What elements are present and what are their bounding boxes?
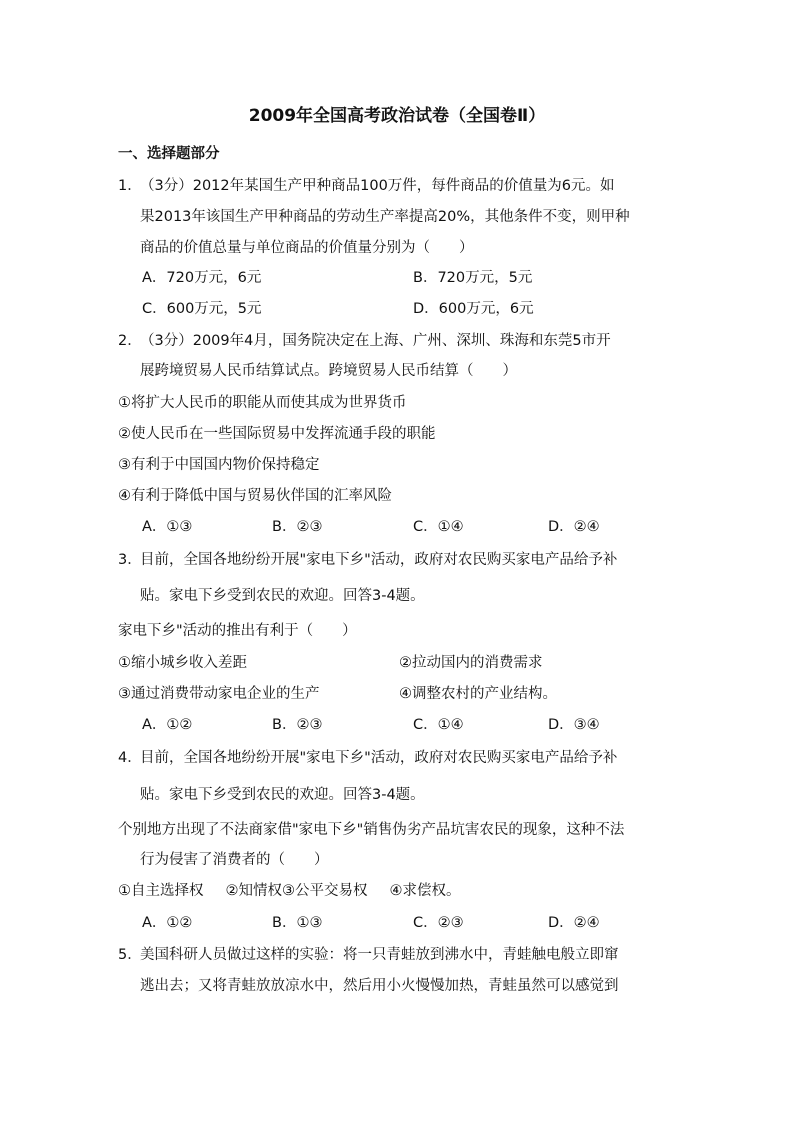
question-3-statement-2: ②拉动国内的消费需求 — [399, 655, 543, 671]
question-3-option-b: B．②③ — [272, 717, 323, 733]
question-3-option-c: C．①④ — [413, 717, 464, 733]
question-5-line-2: 逃出去；又将青蛙放放凉水中，然后用小火慢慢加热，青蛙虽然可以感觉到 — [140, 978, 619, 994]
question-2-option-c: C．①④ — [413, 519, 464, 535]
question-4-option-b: B．①③ — [272, 915, 323, 931]
question-4-option-a: A．①② — [142, 915, 193, 931]
question-2-option-a: A．①③ — [142, 519, 193, 535]
question-3-line-2: 贴。家电下乡受到农民的欢迎。回答3-4题。 — [140, 588, 425, 604]
question-1-option-c: C．600万元，5元 — [142, 301, 262, 317]
section-heading: 一、选择题部分 — [118, 146, 220, 162]
question-4-statement-2-3: ②知情权③公平交易权 — [225, 883, 368, 899]
question-1-option-b: B．720万元，5元 — [413, 270, 533, 286]
question-3-stem: 家电下乡"活动的推出有利于（ ） — [118, 623, 357, 639]
question-2-option-b: B．②③ — [272, 519, 323, 535]
question-4-statements — [118, 881, 461, 901]
question-1-line-1: 1．（3分）2012年某国生产甲种商品100万件，每件商品的价值量为6元。如 — [118, 178, 615, 194]
question-3-option-a: A．①② — [142, 717, 193, 733]
question-2-number: 2． — [118, 333, 142, 349]
question-4-number: 4． — [118, 750, 142, 766]
question-4-option-c: C．②③ — [413, 915, 464, 931]
question-4-line-2: 贴。家电下乡受到农民的欢迎。回答3-4题。 — [140, 787, 425, 803]
question-4-stem-line-2: 行为侵害了消费者的（ ） — [140, 852, 329, 868]
question-2-statement-4: ④有利于降低中国与贸易伙伴国的汇率风险 — [118, 488, 392, 504]
question-1-option-d: D．600万元，6元 — [413, 301, 534, 317]
question-3-number: 3． — [118, 552, 142, 568]
question-4-line-1: 4．目前，全国各地纷纷开展"家电下乡"活动，政府对农民购买家电产品给予补 — [118, 750, 618, 766]
question-1-option-a: A．720万元，6元 — [142, 270, 262, 286]
question-5-number: 5． — [118, 947, 142, 963]
question-3-statement-1: ①缩小城乡收入差距 — [118, 655, 247, 671]
question-5-line-1: 5．美国科研人员做过这样的实验：将一只青蛙放到沸水中，青蛙触电般立即窜 — [118, 947, 619, 963]
question-3-statement-4: ④调整农村的产业结构。 — [399, 686, 557, 702]
question-4-statement-1: ①自主选择权 — [118, 883, 204, 899]
question-3-statement-3: ③通过消费带动家电企业的生产 — [118, 686, 320, 702]
question-3-line-1: 3．目前，全国各地纷纷开展"家电下乡"活动，政府对农民购买家电产品给予补 — [118, 552, 618, 568]
question-4-option-d: D．②④ — [548, 915, 600, 931]
question-2-line-2: 展跨境贸易人民币结算试点。跨境贸易人民币结算（ ） — [140, 363, 517, 379]
question-1-number: 1． — [118, 178, 142, 194]
question-2-statement-1: ①将扩大人民币的职能从而使其成为世界货币 — [118, 395, 407, 411]
question-2-option-d: D．②④ — [548, 519, 600, 535]
page-title: 2009年全国高考政治试卷（全国卷Ⅱ） — [248, 106, 546, 126]
question-2-line-1: 2．（3分）2009年4月，国务院决定在上海、广州、深圳、珠海和东莞5市开 — [118, 333, 611, 349]
question-1-line-2: 果2013年该国生产甲种商品的劳动生产率提高20%，其他条件不变，则甲种 — [140, 209, 630, 225]
question-1-line-3: 商品的价值总量与单位商品的价值量分别为（ ） — [140, 240, 474, 256]
question-4-stem-line-1: 个别地方出现了不法商家借"家电下乡"销售伪劣产品坑害农民的现象，这种不法 — [118, 822, 625, 838]
question-2-statement-3: ③有利于中国国内物价保持稳定 — [118, 457, 320, 473]
question-2-statement-2: ②使人民币在一些国际贸易中发挥流通手段的职能 — [118, 426, 436, 442]
question-4-statement-4: ④求偿权。 — [389, 883, 461, 899]
question-3-option-d: D．③④ — [548, 717, 600, 733]
